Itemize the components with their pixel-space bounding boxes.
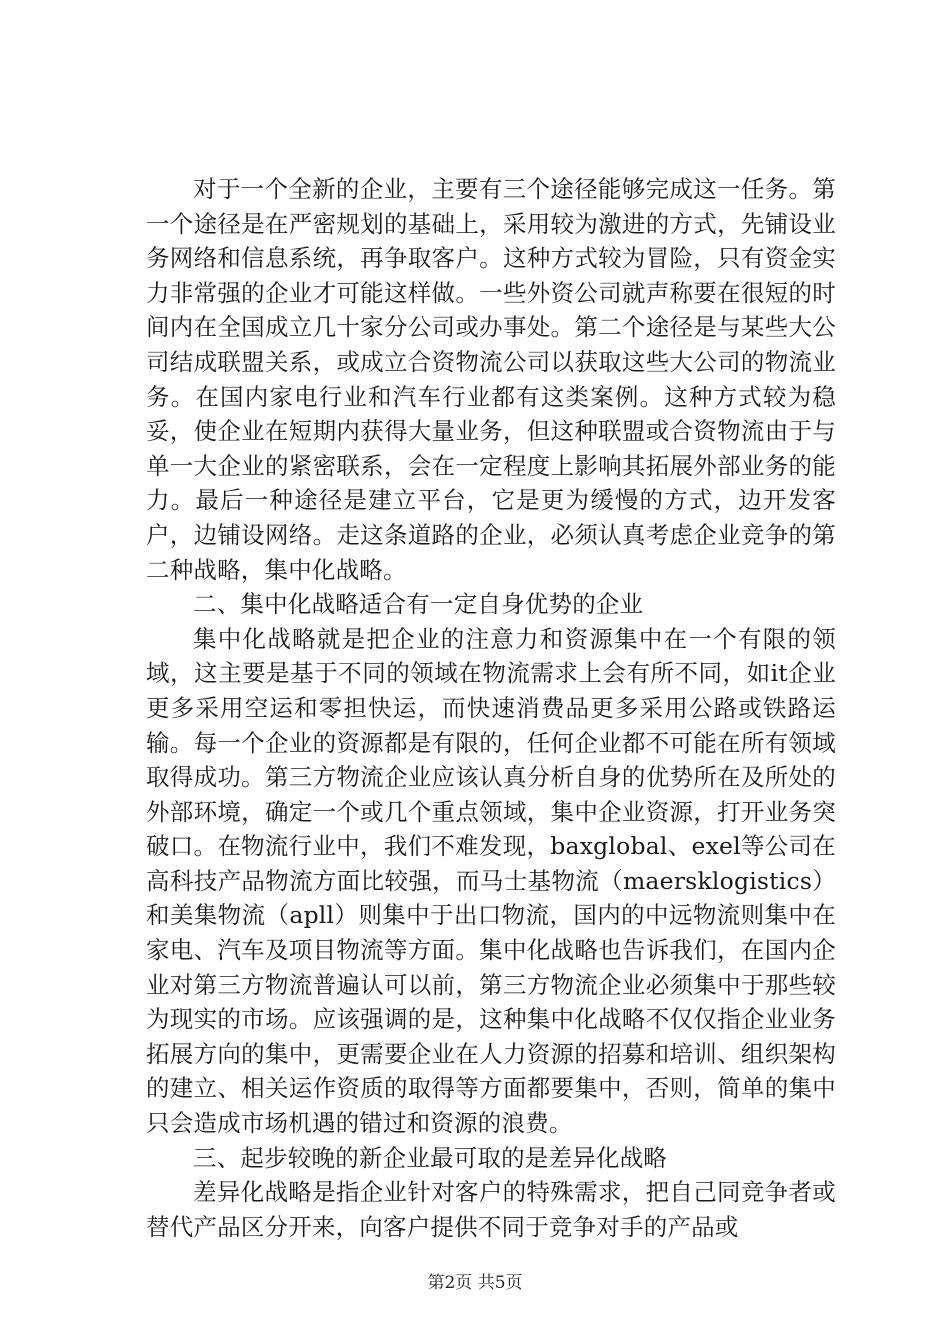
- paragraph-three-paths: 对于一个全新的企业，主要有三个途径能够完成这一任务。第一个途径是在严密规划的基础上，采用较为激进的方式，先铺设业务网络和信息系统，再争取客户。这种方式较为冒险，只有资金实力非常强的企业才可能这样做。一些外资公司就声称要在很短的时间内在全国成立几十家分公司或办事处。第二个途径是与某些大公司结成联盟关系，或成立合资物流公司以获取这些大公司的物流业务。在国内家电行业和汽车行业都有这类案例。这种方式较为稳妥，使企业在短期内获得大量业务，但这种联盟或合资物流由于与单一大企业的紧密联系，会在一定程度上影响其拓展外部业务的能力。最后一种途径是建立平台，它是更为缓慢的方式，边开发客户，边铺设网络。走这条道路的企业，必须认真考虑企业竞争的第二种战略，集中化战略。: [146, 175, 836, 584]
- section-heading-differentiation-strategy: 三、起步较晚的新企业最可取的是差异化战略: [193, 1143, 667, 1172]
- page-number-footer: 第2页 共5页: [427, 1273, 523, 1293]
- document-body: [146, 172, 836, 1244]
- paragraph-differentiation-strategy: 差异化战略是指企业针对客户的特殊需求，把自己同竞争者或替代产品区分开来，向客户提供不同于竞争对手的产品或: [146, 1178, 836, 1241]
- section-heading-focus-strategy: 二、集中化战略适合有一定自身优势的企业: [193, 590, 644, 619]
- paragraph-focus-strategy: 集中化战略就是把企业的注意力和资源集中在一个有限的领域，这主要是基于不同的领域在物流需求上会有所不同，如it企业更多采用空运和零担快运，而快速消费品更多采用公路或铁路运输。每一个企业的资源都是有限的，任何企业都不可能在所有领域取得成功。第三方物流企业应该认真分析自身的优势所在及所处的外部环境，确定一个或几个重点领域，集中企业资源，打开业务突破口。在物流行业中，我们不难发现，baxglobal、exel等公司在高科技产品物流方面比较强，而马士基物流（maersklogistics）和美集物流（apll）则集中于出口物流，国内的中远物流则集中在家电、汽车及项目物流等方面。集中化战略也告诉我们，在国内企业对第三方物流普遍认可以前，第三方物流企业必须集中于那些较为现实的市场。应该强调的是，这种集中化战略不仅仅指企业业务拓展方向的集中，更需要企业在人力资源的招募和培训、组织架构的建立、相关运作资质的取得等方面都要集中，否则，简单的集中只会造成市场机遇的错过和资源的浪费。: [146, 624, 836, 1138]
